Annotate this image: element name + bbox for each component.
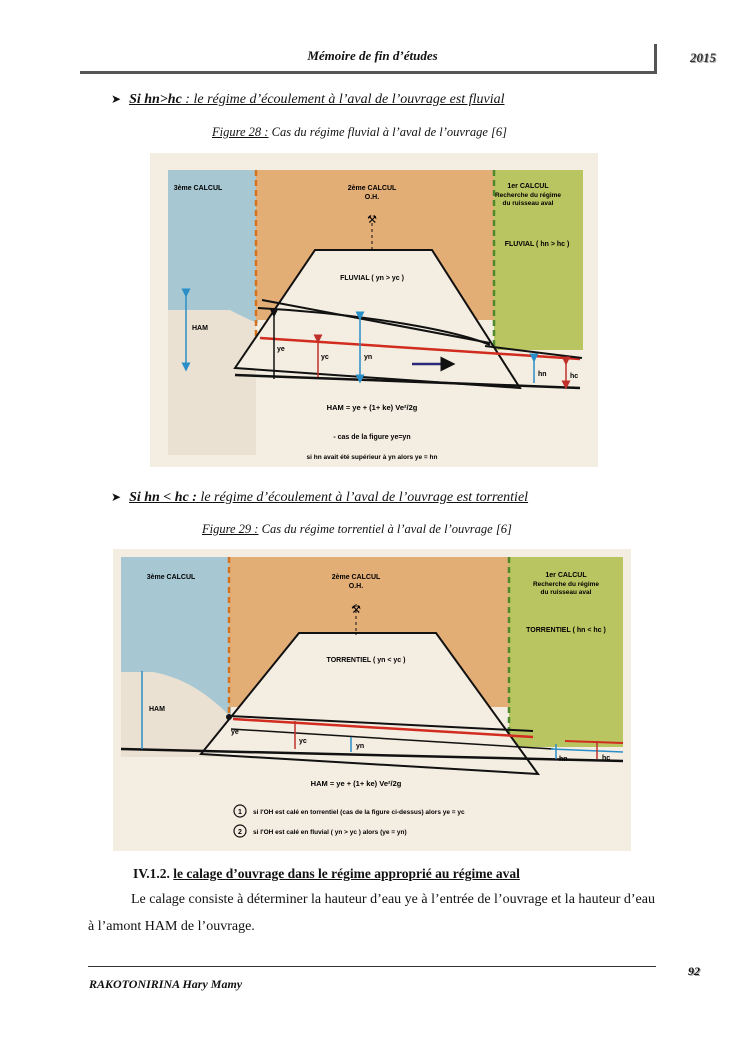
figure-label: Figure 29 : [202,522,259,536]
label-recherche2: du ruisseau aval [502,200,554,207]
label-yn: yn [356,743,365,750]
page-number: 92 [688,964,700,978]
label-calc3: 3ème CALCUL [173,185,223,192]
label-regime-center: FLUVIAL ( yn > yc ) [340,275,404,282]
label-oh: O.H. [364,194,380,201]
note-2: si hn avait été supérieur à yn alors ye = hn [306,454,438,461]
label-yc: yc [321,354,329,361]
item-2-number: 2 [238,829,242,836]
label-regime-right: FLUVIAL ( hn > hc ) [504,241,570,248]
running-header-title: Mémoire de fin d’études [307,48,438,63]
bullet-torrentiel [111,490,528,506]
header-rule [80,71,655,74]
label-hn: hn [538,371,547,378]
figure-caption-text: Cas du régime torrentiel à l’aval de l’ouvrage [6] [258,522,512,536]
label-calc1: 1er CALCUL [507,183,549,190]
figure-28-diagram [150,153,598,467]
body-paragraph: Le calage consiste à déterminer la hauteur d’eau ye à l’entrée de l’ouvrage et la hauteur d’eau à l’amont HAM de l’ouvrage. [88,892,655,934]
formula: HAM = ye + (1+ ke) Ve²/2g [326,403,418,412]
item-1-number: 1 [238,809,242,816]
figure-29-diagram [113,549,631,851]
footer-rule [88,966,656,967]
label-hn: hn [559,756,568,763]
label-recherche1: Recherche du régime [532,581,600,588]
formula: HAM = ye + (1+ ke) Ve²/2g [310,779,402,788]
label-ham: HAM [192,325,208,332]
header-divider [654,44,657,74]
running-header-year: 2015 [690,50,716,65]
bullet-fluvial [111,92,504,108]
figure-label: Figure 28 : [212,125,269,139]
label-ham: HAM [149,706,165,713]
item-1-text: si l'OH est calé en torrentiel (cas de la figure ci-dessus) alors ye = yc [253,809,465,816]
figure-28-caption [212,125,507,140]
label-ye: ye [277,346,285,353]
bullet-lead: Si hn < hc : [129,490,197,505]
figure-29-caption [202,522,512,537]
section-title: le calage d’ouvrage dans le régime approprié au régime aval [173,866,520,881]
footer-author: RAKOTONIRINA Hary Mamy [89,977,243,991]
bullet-lead: Si hn>hc [129,92,182,107]
crossed-hammers-icon: ⚒ [351,604,361,616]
label-hc: hc [602,755,611,762]
bullet-text: le régime d’écoulement à l’aval de l’ouvrage est torrentiel [196,490,529,505]
label-recherche2: du ruisseau aval [540,589,592,596]
label-ye: ye [231,729,239,736]
label-calc1: 1er CALCUL [545,572,587,579]
label-yn: yn [364,354,373,361]
note-1: - cas de la figure ye=yn [333,434,411,441]
label-calc2: 2ème CALCUL [347,185,397,192]
crossed-hammers-icon: ⚒ [367,214,377,226]
figure-caption-text: Cas du régime fluvial à l’aval de l’ouvrage [6] [268,125,507,139]
label-recherche1: Recherche du régime [494,192,562,199]
label-yc: yc [299,738,307,745]
label-calc2: 2ème CALCUL [331,574,381,581]
label-regime-center: TORRENTIEL ( yn < yc ) [326,657,406,664]
label-regime-right: TORRENTIEL ( hn < hc ) [526,627,606,634]
section-number: IV.1.2. [133,866,170,881]
item-2-text: si l'OH est calé en fluvial ( yn > yc ) alors (ye = yn) [253,829,407,836]
label-oh: O.H. [348,583,364,590]
section-heading [133,866,520,882]
arrow-bullet-icon: ➤ [111,92,122,106]
bullet-text: : le régime d’écoulement à l’aval de l’ouvrage est fluvial [181,92,505,107]
label-hc: hc [570,373,579,380]
arrow-bullet-icon: ➤ [111,490,122,504]
label-calc3: 3ème CALCUL [146,574,196,581]
entry-point [226,714,232,720]
